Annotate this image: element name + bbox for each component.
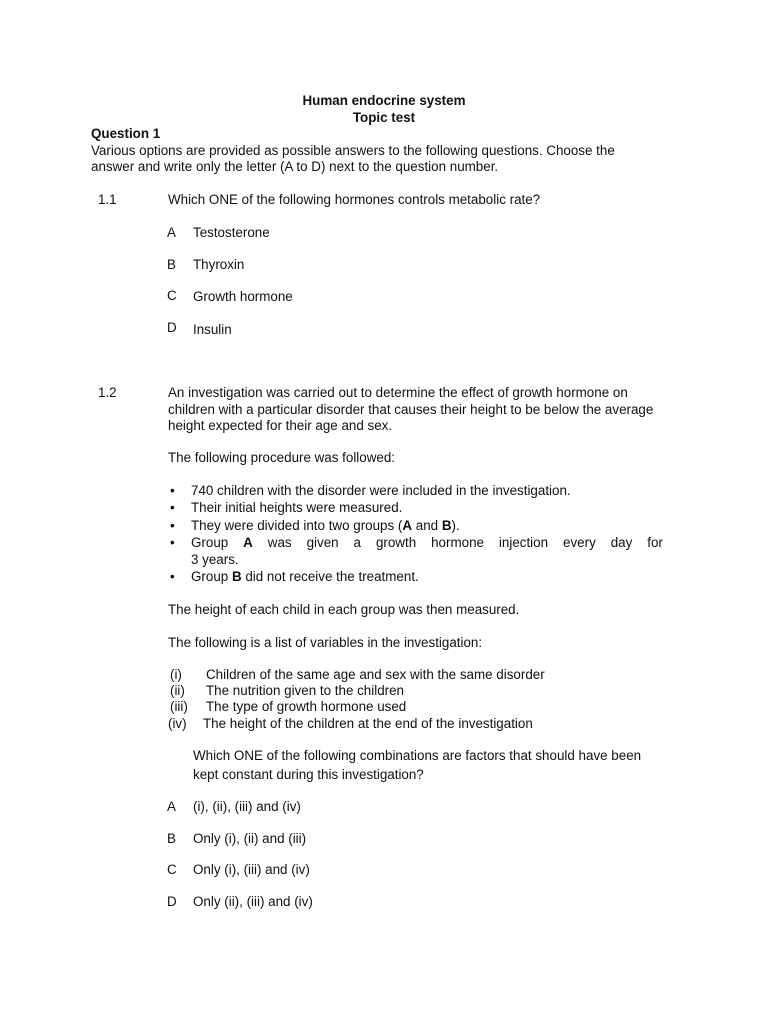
word: day <box>610 535 633 550</box>
variable-text: Children of the same age and sex with the same disorder <box>206 667 545 682</box>
word: Group <box>191 535 229 550</box>
question-line-1: Which ONE of the following combinations are factors that should have been <box>193 748 642 763</box>
variable-number: (iii) <box>170 699 188 714</box>
intro-line-1: An investigation was carried out to determine the effect of growth hormone on <box>168 385 628 400</box>
group-a-label: A <box>402 518 413 533</box>
word: given <box>306 535 339 550</box>
group-a-label: A <box>243 535 253 550</box>
bullet-icon: • <box>170 535 175 550</box>
bullet-text-part: They were divided into two groups ( <box>191 518 403 533</box>
bullet-text-justified <box>191 535 663 551</box>
measured-text: The height of each child in each group was then measured. <box>168 602 520 617</box>
bullet-text <box>191 569 419 585</box>
bullet-icon: • <box>170 518 175 533</box>
variable-number: (i) <box>170 667 182 682</box>
word: was <box>267 535 292 550</box>
option-text: Only (ii), (iii) and (iv) <box>193 894 313 909</box>
bullet-icon: • <box>170 500 175 515</box>
bullet-icon: • <box>170 483 175 498</box>
bullet-text-part: Group <box>191 569 232 584</box>
variable-text: The height of the children at the end of the investigation <box>203 716 533 731</box>
word: for <box>647 535 663 550</box>
option-letter: A <box>167 799 176 814</box>
variable-number: (ii) <box>170 683 185 698</box>
question-heading: Question 1 <box>91 126 161 141</box>
bullet-text: 740 children with the disorder were included in the investigation. <box>191 483 571 498</box>
option-letter: B <box>167 257 176 272</box>
intro-line-3: height expected for their age and sex. <box>168 418 393 433</box>
procedure-intro: The following procedure was followed: <box>168 450 396 465</box>
option-text: Only (i), (iii) and (iv) <box>193 862 310 877</box>
variable-number: (iv) <box>168 716 187 731</box>
word: growth <box>375 535 417 550</box>
option-text: Insulin <box>193 322 232 337</box>
question-number: 1.2 <box>98 385 117 400</box>
word: a <box>353 535 361 550</box>
group-b-label: B <box>231 569 242 584</box>
bullet-text-part: did not receive the treatment. <box>241 569 419 584</box>
bullet-text-part: ). <box>451 518 460 533</box>
option-text: Testosterone <box>193 225 270 240</box>
variables-intro: The following is a list of variables in the investigation: <box>168 635 483 650</box>
option-text: Thyroxin <box>193 257 245 272</box>
variable-text: The nutrition given to the children <box>206 683 405 698</box>
option-letter: C <box>167 862 177 877</box>
word: hormone <box>431 535 484 550</box>
question-text: Which ONE of the following hormones controls metabolic rate? <box>168 192 541 207</box>
option-text: Only (i), (ii) and (iii) <box>193 831 307 846</box>
instructions-line-2: answer and write only the letter (A to D) next to the question number. <box>91 159 499 174</box>
option-text: (i), (ii), (iii) and (iv) <box>193 799 301 814</box>
option-letter: D <box>167 894 177 909</box>
option-letter: D <box>167 320 177 335</box>
word: every <box>563 535 596 550</box>
bullet-text-continuation: 3 years. <box>191 552 239 567</box>
bullet-text: Their initial heights were measured. <box>191 500 403 515</box>
bullet-icon: • <box>170 569 175 584</box>
option-letter: B <box>167 831 176 846</box>
document-subtitle: Topic test <box>352 110 416 125</box>
bullet-text-part: and <box>412 518 442 533</box>
word: injection <box>498 535 549 550</box>
variable-text: The type of growth hormone used <box>206 699 407 714</box>
instructions-line-1: Various options are provided as possible answers to the following questions. Choose the <box>91 143 615 158</box>
question-line-2: kept constant during this investigation? <box>193 767 424 782</box>
question-number: 1.1 <box>98 192 117 207</box>
option-text: Growth hormone <box>193 289 293 304</box>
document-title: Human endocrine system <box>302 93 466 108</box>
intro-line-2: children with a particular disorder that causes their height to be below the average <box>168 402 654 417</box>
option-letter: C <box>167 288 177 303</box>
bullet-text <box>191 518 460 534</box>
group-b-label: B <box>441 518 452 533</box>
option-letter: A <box>167 225 176 240</box>
